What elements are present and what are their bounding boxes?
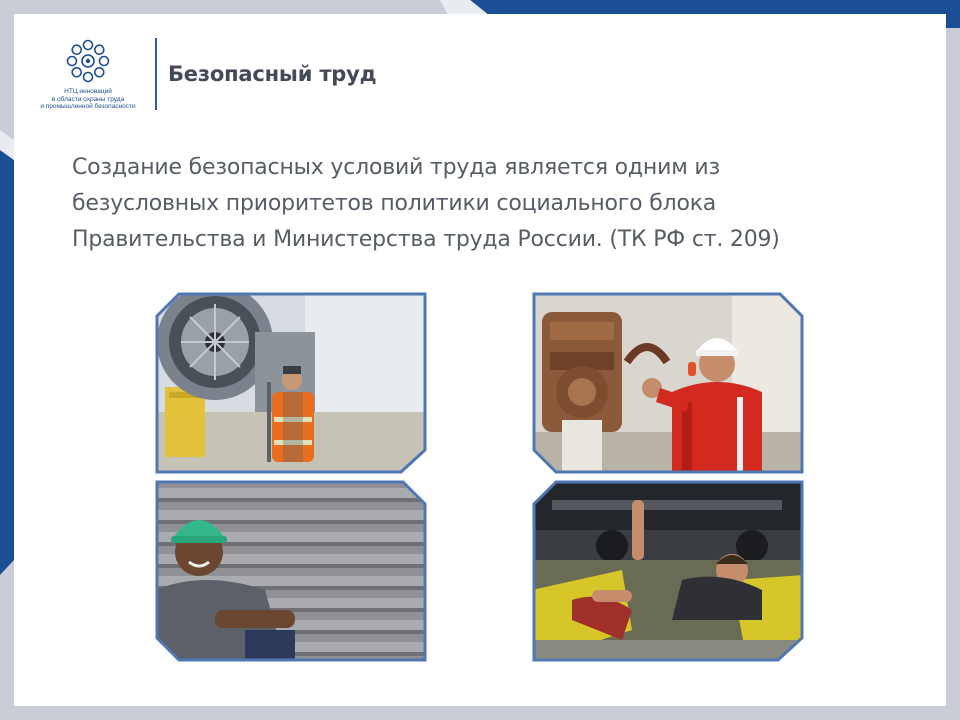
logo-line-2: в области охраны труда xyxy=(51,95,125,103)
header-divider xyxy=(155,38,157,110)
body-line-3: Правительства и Министерства труда России. (ТК РФ ст. 209) xyxy=(72,227,780,252)
photo-aircraft-engine-worker xyxy=(155,292,427,474)
photo-smiling-worker-green-helmet xyxy=(155,480,427,662)
slide-canvas xyxy=(14,14,946,706)
logo-caption xyxy=(36,88,140,111)
logo-line-1: НТЦ инноваций xyxy=(64,88,112,95)
logo xyxy=(36,36,140,114)
photo-worker-red-coverall-valve xyxy=(532,292,804,474)
body-line-2: безусловных приоритетов политики социального блока xyxy=(72,191,717,216)
photo-mechanic-under-vehicle xyxy=(532,480,804,662)
logo-emblem-icon xyxy=(63,36,113,86)
logo-line-3: и промышленной безопасности xyxy=(40,103,136,110)
slide-title: Безопасный труд xyxy=(168,62,377,86)
body-line-1: Создание безопасных условий труда является одним из xyxy=(72,155,720,180)
body-paragraph xyxy=(72,150,912,258)
